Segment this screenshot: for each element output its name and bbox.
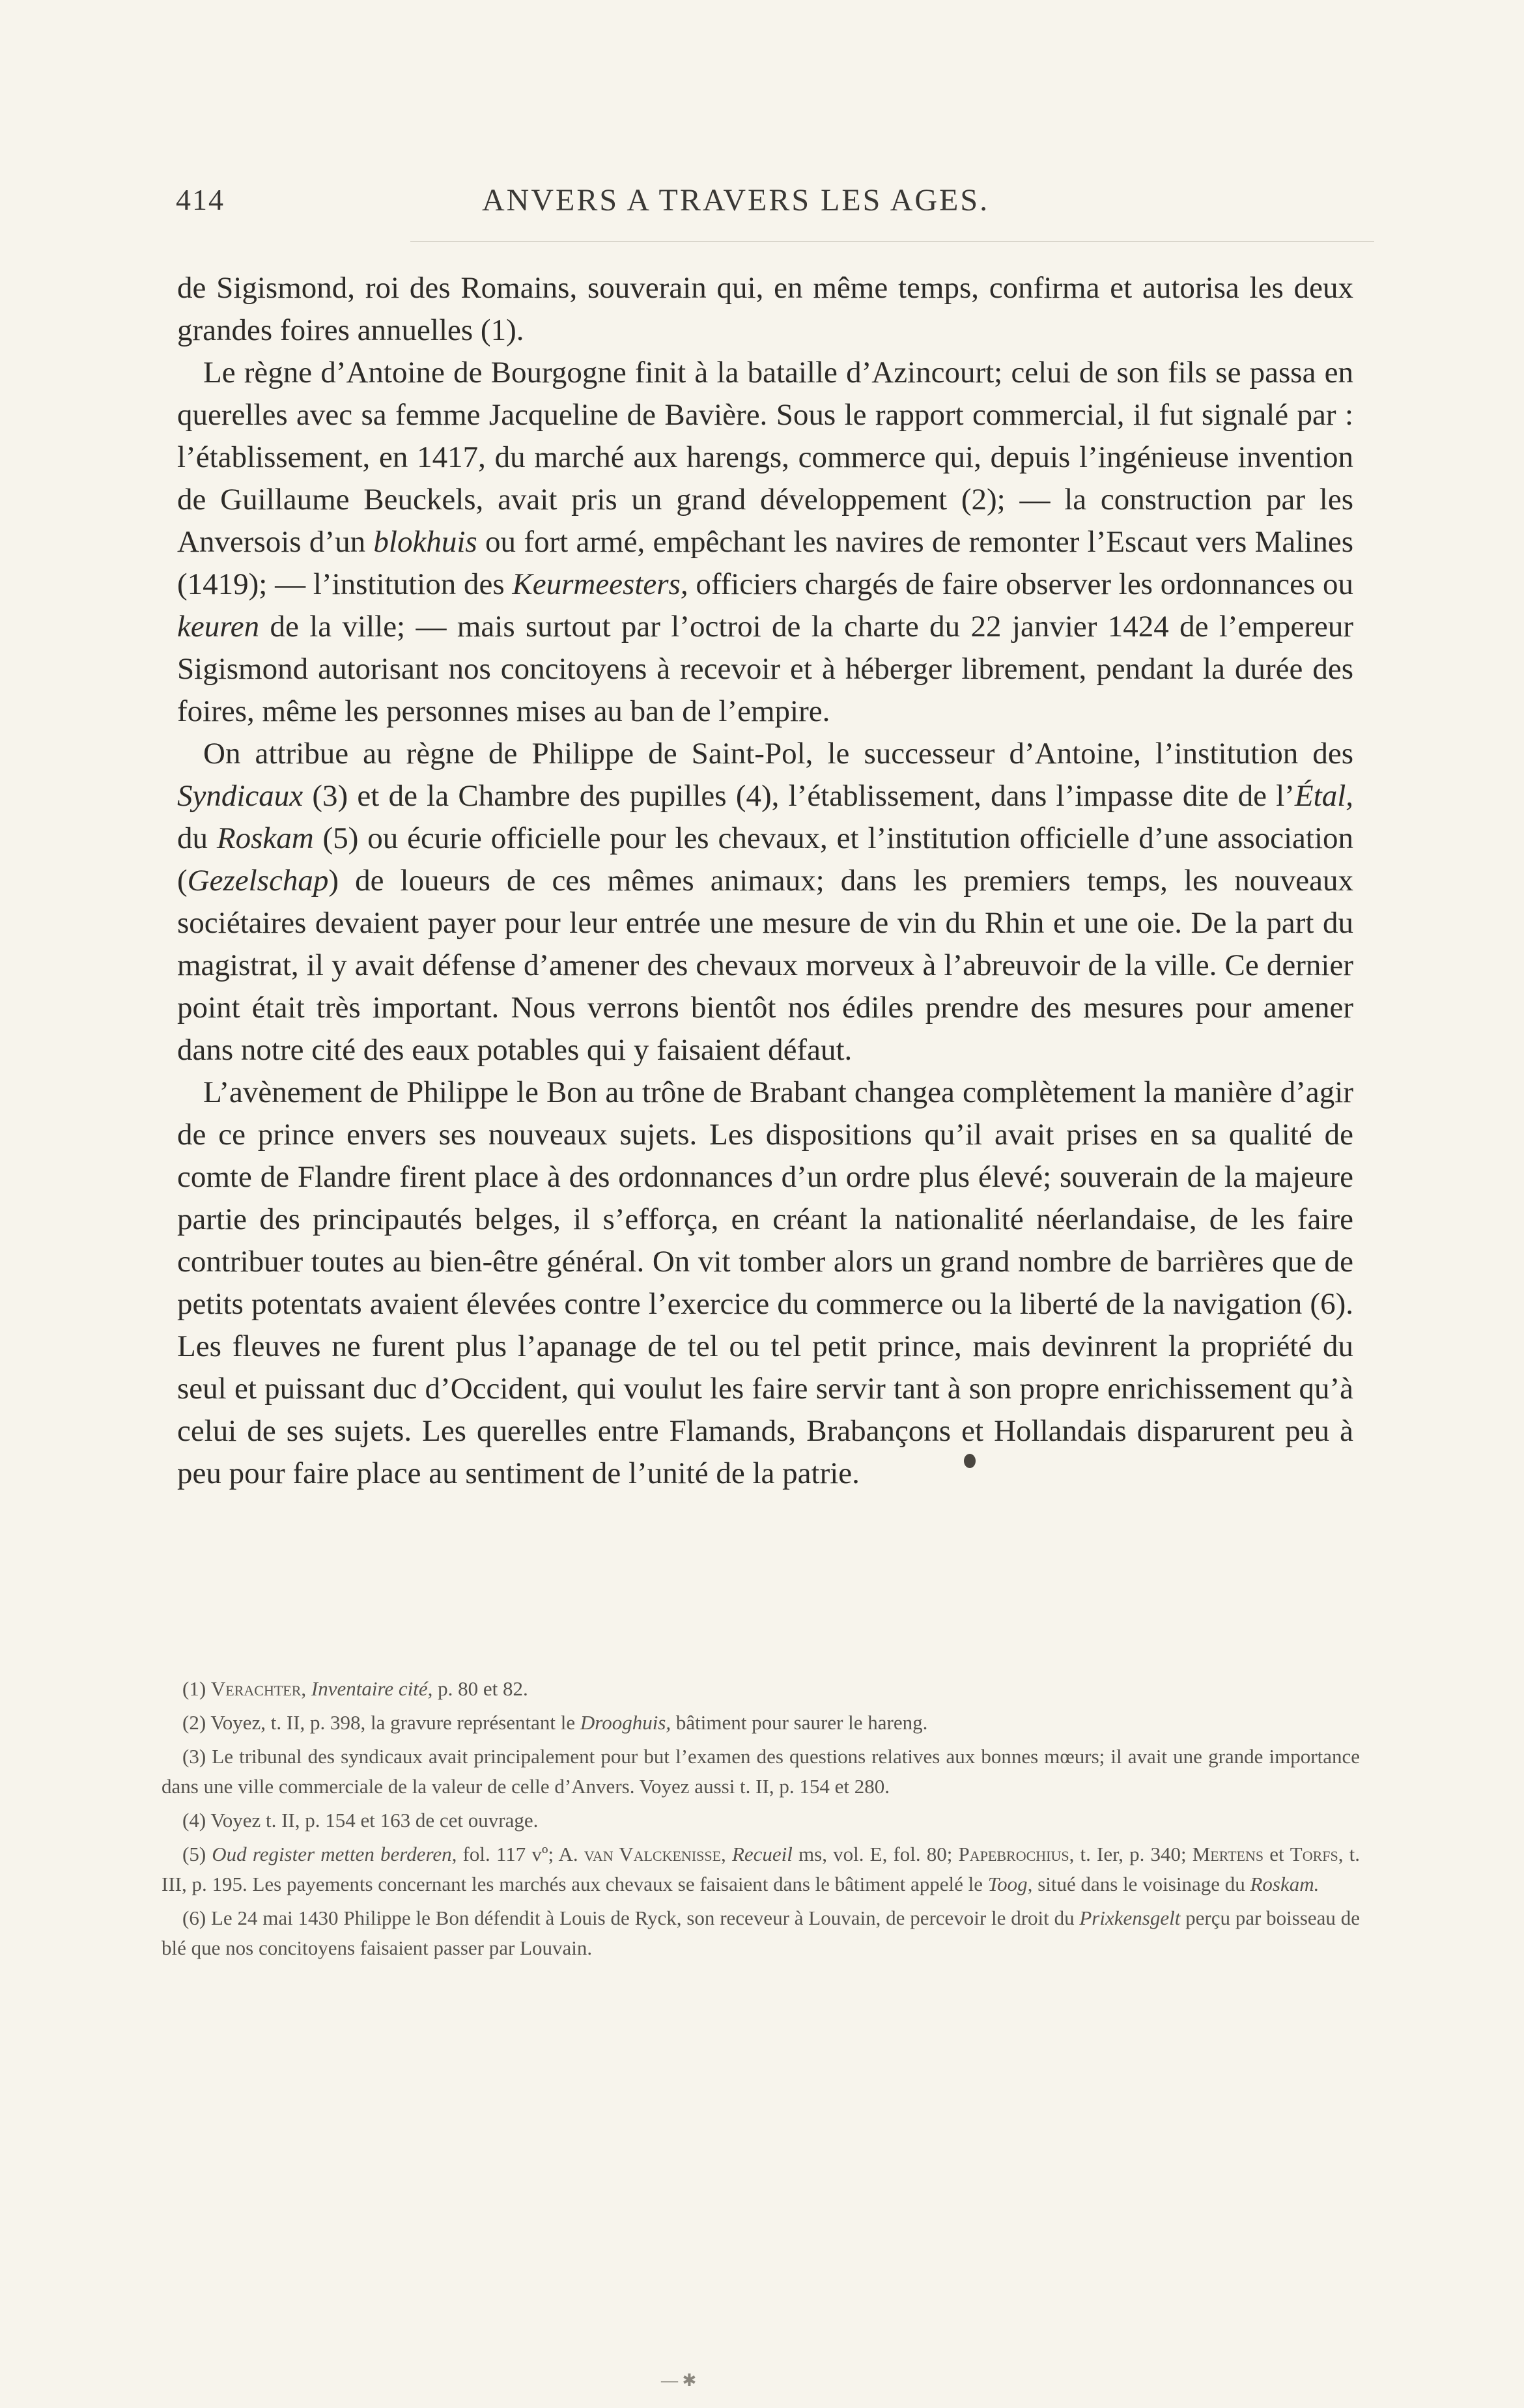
term-etal: Étal, — [1294, 779, 1353, 813]
footnote-work: Oud register metten berderen, — [212, 1843, 457, 1865]
ink-blot — [964, 1454, 976, 1468]
running-title: ANVERS A TRAVERS LES AGES. — [482, 183, 990, 218]
text-run: On attribue au règne de Philippe de Saint-Pol, le successeur d’Antoine, l’institution des — [203, 737, 1353, 771]
body-text — [177, 267, 1353, 1495]
text-run: et — [1263, 1843, 1290, 1865]
text-run: Le règne d’Antoine de Bourgogne finit à la bataille d’Azincourt; celui de son fils se passa en querelles avec sa femme Jacqueline de Bavière. Sous le rapport commercial, il fut signalé par : l’établissement, en 1417, du marché aux harengs, commerce qui, depuis l’ingénieuse invention de Guillaume Beuckels, avait pris un grand développement (2); — la construction par les Anversois d’un — [177, 356, 1353, 559]
paragraph-3 — [177, 733, 1353, 1071]
footnote-6 — [162, 1903, 1360, 1963]
footnote-work: Inventaire cité, — [306, 1677, 433, 1700]
footnote-work: Prixkensgelt — [1079, 1906, 1181, 1929]
text-run: t. III, p. 195. Les payements concernant les marchés aux chevaux se faisaient dans le bâtiment appelé le — [162, 1843, 1360, 1895]
term-keuren: keuren — [177, 610, 260, 644]
footnote-number: (1) — [182, 1677, 211, 1700]
text-run: (2) Voyez, t. II, p. 398, la gravure représentant le — [182, 1711, 580, 1734]
footnote-author: Torfs, — [1290, 1843, 1344, 1865]
footnote-work: Toog, — [987, 1873, 1033, 1895]
footnote-work: Drooghuis, — [580, 1711, 671, 1734]
text-run: (3) et de la Chambre des pupilles (4), l’établissement, dans l’impasse dite de l’ — [303, 779, 1295, 813]
text-run: ms, vol. E, fol. 80; — [792, 1843, 959, 1865]
text-run: p. 80 et 82. — [432, 1677, 528, 1700]
footnote-author: van Valckenisse, — [584, 1843, 726, 1865]
page-header — [176, 169, 1348, 228]
paragraph-1: de Sigismond, roi des Romains, souverain qui, en même temps, confirma et autorisa les deux grandes foires annuelles (1). — [177, 271, 1353, 347]
footnote-2 — [162, 1708, 1360, 1738]
text-run: (6) Le 24 mai 1430 Philippe le Bon défendit à Louis de Ryck, son receveur à Louvain, de percevoir le droit du — [182, 1906, 1080, 1929]
text-run: bâtiment pour saurer le hareng. — [671, 1711, 928, 1734]
footnote-number: (5) — [182, 1843, 212, 1865]
text-run: perçu par boisseau de blé que nos concitoyens faisaient passer par Louvain. — [162, 1906, 1360, 1959]
bottom-printer-mark: — ✱ — [661, 2371, 697, 2390]
text-run: de la ville; — mais surtout par l’octroi de la charte du 22 janvier 1424 de l’empereur Sigismond autorisant nos concitoyens à recevoir et à héberger librement, pendant la durée des foires, même les personnes mises au ban de l’empire. — [177, 610, 1353, 728]
footnote-5 — [162, 1839, 1360, 1899]
footnote-3: (3) Le tribunal des syndicaux avait principalement pour but l’examen des questions relatives aux bonnes mœurs; il avait une grande importance dans une ville commerciale de la valeur de celle d’Anvers. Voyez aussi t. II, p. 154 et 280. — [162, 1745, 1360, 1798]
term-blokhuis: blokhuis — [373, 525, 477, 559]
footnote-author: Verachter, — [210, 1677, 307, 1700]
text-run: fol. 117 vº; A. — [457, 1843, 584, 1865]
term-syndicaux: Syndicaux — [177, 779, 303, 813]
header-rule — [410, 241, 1374, 242]
text-run: t. Ier, p. 340; — [1074, 1843, 1192, 1865]
term-gezelschap: Gezelschap — [187, 864, 329, 898]
paragraph-4: L’avènement de Philippe le Bon au trône de Brabant changea complètement la manière d’agir de ce prince envers ses nouveaux sujets. Les dispositions qu’il avait prises en sa qualité de comte de Flandre firent place à des ordonnances d’un ordre plus élevé; souverain de la majeure partie des principautés belges, il s’efforça, en créant la nationalité néerlandaise, de les faire contribuer toutes au bien-être général. On vit tomber alors un grand nombre de barrières que de petits potentats avaient élevées contre l’exercice du commerce ou la liberté de la navigation (6). Les fleuves ne furent plus l’apanage de tel ou tel petit prince, mais devinrent la propriété du seul et puissant duc d’Occident, qui voulut les faire servir tant à son propre enrichissement qu’à celui de ses sujets. Les querelles entre Flamands, Brabançons et Hollandais disparurent peu à peu pour faire place au sentiment de l’unité de la patrie. — [177, 1075, 1353, 1490]
term-keurmeesters: Keurmeesters, — [512, 567, 688, 601]
text-run: du — [177, 821, 217, 855]
page-number: 414 — [176, 183, 225, 216]
footnotes — [162, 1674, 1360, 1967]
text-run: ou fort armé, empêchant les navires de remonter l’Escaut vers Malines (1419); — l’institution des — [177, 525, 1354, 601]
text-run: situé dans le voisinage du — [1032, 1873, 1250, 1895]
term-roskam: Roskam — [216, 821, 314, 855]
text-run: ) de loueurs de ces mêmes animaux; dans les premiers temps, les nouveaux sociétaires devaient payer pour leur entrée une mesure de vin du Rhin et une oie. De la part du magistrat, il y avait défense d’amener des chevaux morveux à l’abreuvoir de la ville. Ce dernier point était très important. Nous verrons bientôt nos édiles prendre des mesures pour amener dans notre cité des eaux potables qui y faisaient défaut. — [177, 864, 1353, 1067]
paragraph-2 — [177, 352, 1353, 733]
text-run: officiers chargés de faire observer les ordonnances ou — [688, 567, 1353, 601]
footnote-author: Papebrochius, — [958, 1843, 1075, 1865]
footnote-work: Recueil — [726, 1843, 793, 1865]
footnote-1 — [162, 1674, 1360, 1704]
text-run: (5) ou écurie officielle pour les chevaux, et l’institution officielle d’une association ( — [177, 821, 1354, 898]
footnote-work: Roskam. — [1250, 1873, 1319, 1895]
footnote-author: Mertens — [1192, 1843, 1264, 1865]
footnote-4: (4) Voyez t. II, p. 154 et 163 de cet ouvrage. — [182, 1809, 539, 1832]
